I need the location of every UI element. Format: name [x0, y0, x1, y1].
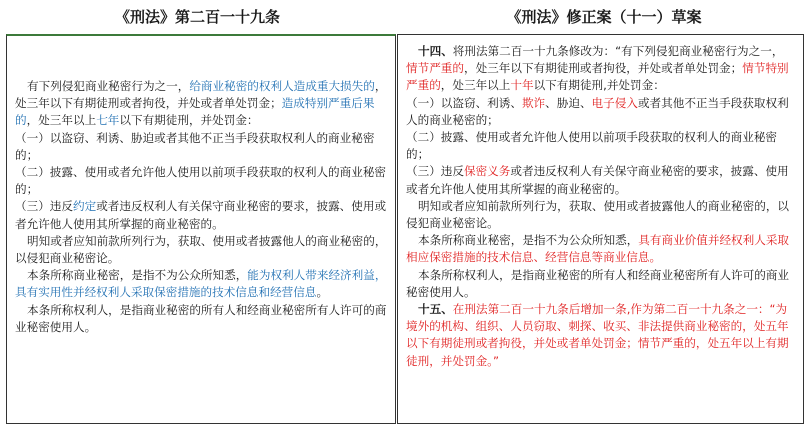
item-3	[15, 198, 387, 232]
text-span: 本条所称商业秘密，是指不为公众所知悉，	[27, 268, 248, 283]
paragraph-2: 明知或者应知前款所列行为，获取、使用或者披露他人的商业秘密的，以侵犯商业秘密论。	[15, 233, 387, 266]
highlight-span: 欺诈	[521, 95, 546, 110]
highlight-span: 七年	[96, 113, 120, 128]
paragraph-4: 本条所称权利人，是指商业秘密的所有人和经商业秘密所有人许可的商业秘密使用人。	[15, 302, 387, 334]
text-span: 、胁迫、	[545, 95, 592, 110]
text-span: 将刑法第二百一十九条修改为：“有下列侵犯商业秘密行为之一，	[452, 44, 784, 58]
text-span: 本条所称商业秘密，是指不为公众所知悉，	[418, 233, 639, 248]
text-span: 以下有期徒刑,并处罚金：	[533, 78, 665, 93]
amendment-text	[398, 35, 803, 370]
highlight-span: 电子侵入	[591, 95, 638, 110]
right-column-title: 《刑法》修正案（十一）草案	[506, 8, 702, 26]
item-2: （二）披露、使用或者允许他人使用以前项手段获取的权利人的商业秘密的；	[15, 165, 387, 197]
highlight-span: 能为权利人带来经济利益，具有实用性并经权利人采取保密措施的技术信息和经营信息	[15, 268, 387, 300]
text-span: 或者违反权利人有关保守商业秘密的要求，披露、使用或者允许他人使用其所掌握的商业秘密的。	[15, 199, 387, 231]
original-law-panel	[6, 34, 396, 424]
paragraph-5	[406, 301, 795, 370]
left-column-title: 《刑法》第二百一十九条	[114, 8, 280, 26]
highlight-span: 在刑法第二百一十九条后增加一条,作为第二百一十九条之一：“为境外的机构、组织、人员窃取、刺探、收买、非法提供商业秘密的，处五年以下有期徒刑或者拘役，并处或者单处罚金；情节严重的，处五年以上有期徒刑，并处罚金。”	[406, 302, 789, 368]
item-3	[406, 163, 795, 197]
text-span: 以下有期徒刑，并处罚金：	[119, 113, 259, 128]
text-span: 。	[316, 285, 329, 300]
text-span: 或者违反权利人有关保守商业秘密的要求，披露、使用或者允许他人使用其所掌握的商业秘密的。	[406, 164, 789, 196]
paragraph-3	[15, 267, 387, 301]
text-span: （三）违反	[406, 164, 464, 179]
highlight-span: 情节严重的	[406, 61, 464, 76]
original-law-text	[7, 36, 395, 336]
paragraph-main	[406, 43, 795, 95]
highlight-span: 保密义务	[463, 164, 511, 179]
highlight-span: 情节特别严重的	[406, 61, 789, 93]
article-number: 十五、	[418, 302, 453, 317]
highlight-span: 给商业秘密的权利人造成重大损失的	[189, 79, 375, 93]
highlight-span: 具有商业价值并经权利人采取相应保密措施的技术信息、经营信息等商业信息。	[406, 233, 790, 265]
highlight-span: 十年	[510, 78, 534, 93]
text-span: ，处三年以下有期徒刑或者拘役，并处或者单处罚金；	[15, 79, 387, 111]
article-number: 十四、	[418, 44, 453, 58]
paragraph-main	[15, 78, 387, 130]
paragraph-2: 明知或者应知前款所列行为，获取、使用或者披露他人的商业秘密的，以侵犯商业秘密论。	[406, 198, 790, 231]
highlight-span: 造成特别严重后果的	[15, 96, 375, 128]
text-span: ，处三年以上	[26, 113, 97, 128]
text-span: （三）违反	[15, 199, 73, 214]
item-1	[406, 95, 795, 129]
text-span: （一）以盗窃、利诱、	[406, 95, 522, 110]
text-span: ，处三年以下有期徒刑或者拘役，并处或者单处罚金；	[463, 61, 743, 76]
text-span: 有下列侵犯商业秘密行为之一，	[27, 79, 190, 93]
item-2: （二）披露、使用或者允许他人使用以前项手段获取的权利人的商业秘密的；	[406, 130, 778, 162]
highlight-span: 约定	[72, 199, 97, 214]
item-1: （一）以盗窃、利诱、胁迫或者其他不正当手段获取权利人的商业秘密的；	[15, 130, 375, 162]
amendment-panel	[397, 34, 804, 424]
paragraph-3	[406, 232, 795, 266]
text-span: ，处三年以上	[440, 78, 511, 93]
text-span: 或者其他不正当手段获取权利人的商业秘密的；	[406, 95, 789, 127]
paragraph-4: 本条所称权利人，是指商业秘密的所有人和经商业秘密所有人许可的商业秘密使用人。	[406, 267, 790, 299]
